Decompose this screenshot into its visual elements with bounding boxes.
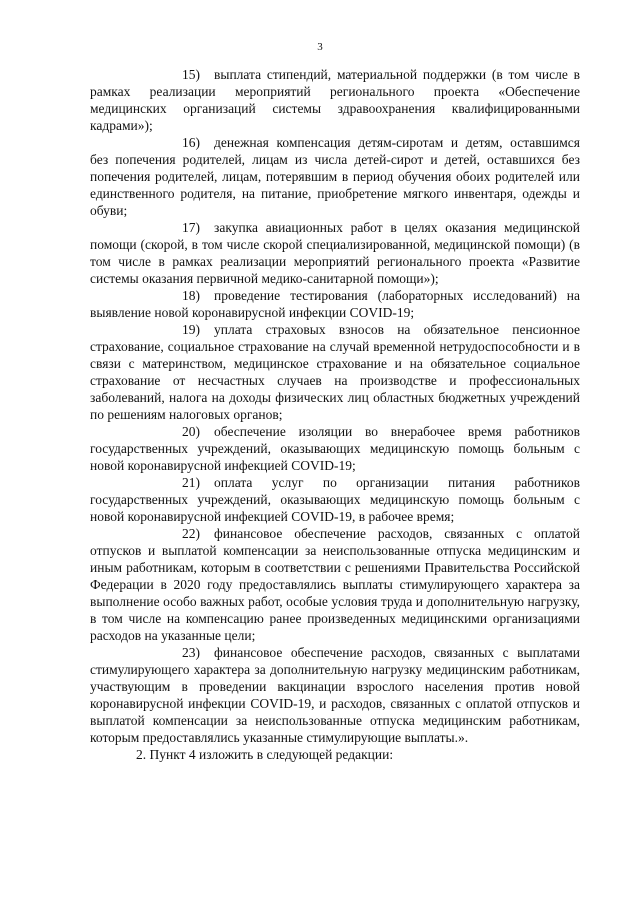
list-item	[90, 66, 580, 134]
final-paragraph: 2. Пункт 4 изложить в следующей редакции:	[136, 747, 394, 762]
item-number: 16)	[182, 135, 200, 150]
item-number: 20)	[182, 424, 200, 439]
item-number: 17)	[182, 220, 200, 235]
list-item	[90, 423, 580, 474]
item-text: выплата стипендий, материальной поддержки (в том числе в рамках реализации мероприятий регионального проекта «Обеспечение медицинских организаций системы здравоохранения квалифицированными кадрами»);	[90, 67, 580, 133]
item-text: оплата услуг по организации питания работников государственных учреждений, оказывающих медицинскую помощь больным с новой коронавирусной инфекцией COVID-19, в рабочее время;	[90, 475, 580, 524]
item-number: 23)	[182, 645, 200, 660]
item-number: 15)	[182, 67, 200, 82]
list-item	[90, 474, 580, 525]
item-text: финансовое обеспечение расходов, связанных с оплатой отпусков и выплатой компенсации за неиспользованные отпуска медицинским и иным работникам, которым в соответствии с решениями Правительства Российской Федерации в 2020 году предоставлялись выплаты стимулирующего характера за выполнение особо важных работ, особые условия труда и дополнительную нагрузку, в том числе на компенсацию ранее произведенных медицинскими организациями расходов на указанные цели;	[90, 526, 580, 643]
item-number: 22)	[182, 526, 200, 541]
item-number: 21)	[182, 475, 200, 490]
item-text: закупка авиационных работ в целях оказания медицинской помощи (скорой, в том числе скорой специализированной, медицинской помощи) (в том числе в рамках реализации мероприятий регионального проекта «Развитие системы оказания первичной медико-санитарной помощи»);	[90, 220, 580, 286]
list-item	[90, 525, 580, 644]
item-number: 19)	[182, 322, 200, 337]
item-text: финансовое обеспечение расходов, связанных с выплатами стимулирующего характера за дополнительную нагрузку медицинским работникам, участвующим в проведении вакцинации взрослого населения против новой коронавирусной инфекции COVID-19, и расходов, связанных с оплатой отпусков и выплатой компенсации за неиспользованные отпуска медицинским работникам, которым предоставлялись указанные стимулирующие выплаты.».	[90, 645, 580, 745]
document-body	[90, 66, 580, 763]
list-item	[90, 134, 580, 219]
list-item	[90, 287, 580, 321]
list-item	[90, 321, 580, 423]
item-text: денежная компенсация детям-сиротам и детям, оставшимся без попечения родителей, лицам из числа детей-сирот и детей, оставшихся без попечения родителей, лицам, потерявшим в период обучения обоих родителей или единственного родителя, на питание, приобретение мягкого инвентаря, одежды и обуви;	[90, 135, 580, 218]
item-text: обеспечение изоляции во внерабочее время работников государственных учреждений, оказывающих медицинскую помощь больным с новой коронавирусной инфекцией COVID-19;	[90, 424, 580, 473]
page-number: 3	[317, 41, 323, 53]
item-text: уплата страховых взносов на обязательное пенсионное страхование, социальное страхование на случай временной нетрудоспособности и в связи с материнством, медицинское страхование и на обязательное социальное страхование от несчастных случаев на производстве и профессиональных заболеваний, налога на доходы физических лиц областных бюджетных учреждений по решениям налоговых органов;	[90, 322, 580, 422]
list-item	[90, 644, 580, 746]
item-text: проведение тестирования (лабораторных исследований) на выявление новой коронавирусной инфекции COVID-19;	[90, 288, 580, 320]
item-number: 18)	[182, 288, 200, 303]
list-item	[90, 219, 580, 287]
